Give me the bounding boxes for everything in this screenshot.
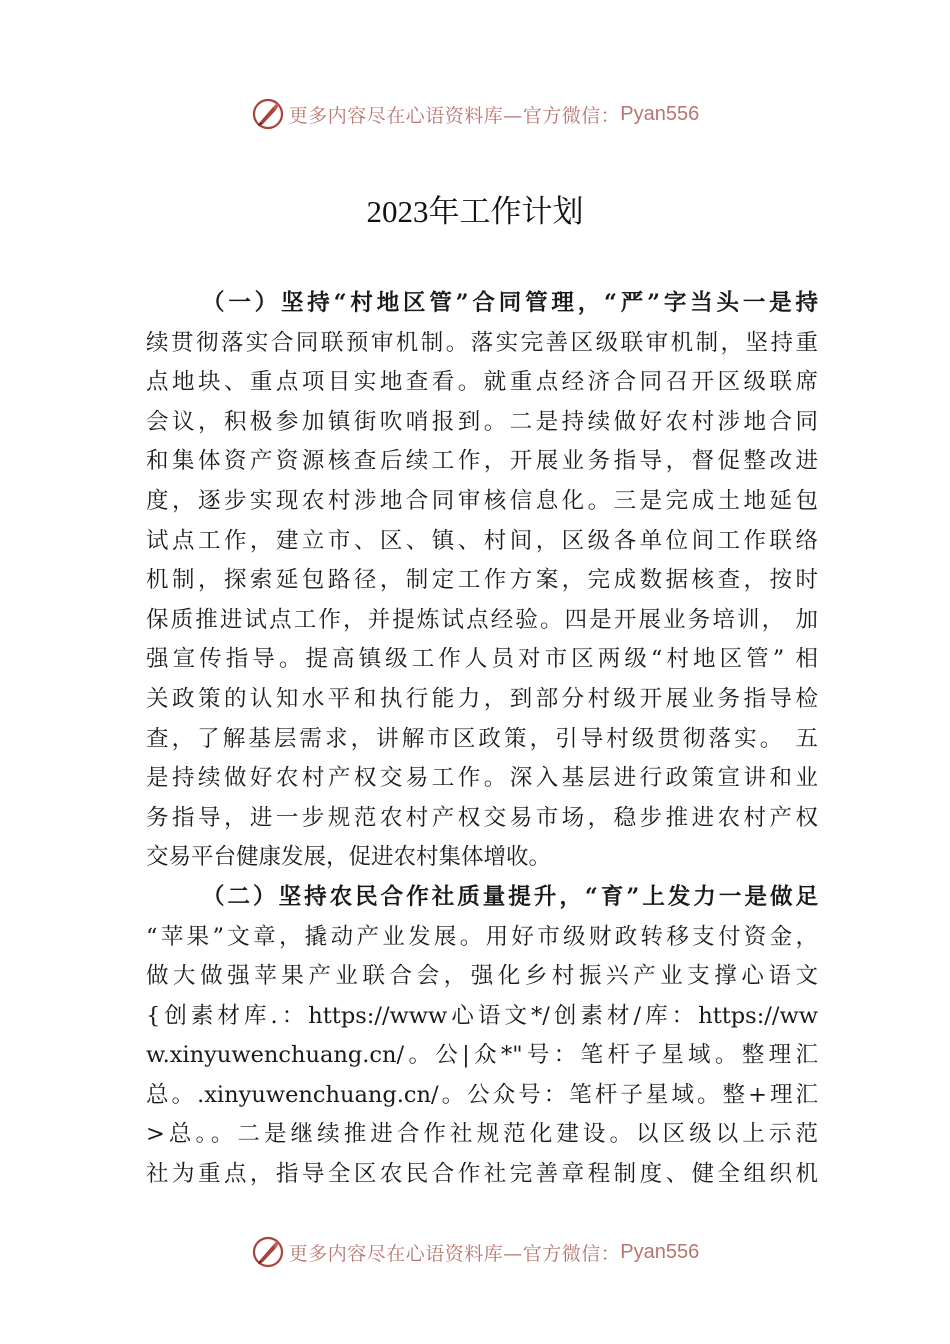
- paragraph-line: >总。。二是继续推进合作社规范化建设。以区级以上示范: [146, 1121, 818, 1148]
- paragraph-line: 保质推进试点工作，并提炼试点经验。四是开展业务培训， 加: [146, 606, 818, 633]
- paragraph-line: 务指导，进一步规范农村产权交易市场，稳步推进农村产权: [146, 804, 818, 831]
- paragraph-line: 度，逐步实现农村涉地合同审核信息化。三是完成土地延包: [146, 487, 818, 514]
- footer-watermark-banner: [0, 1232, 950, 1272]
- paragraph-line: （一）坚持“村地区管”合同管理，“严”字当头一是持: [202, 290, 818, 316]
- paragraph-line: “苹果”文章，撬动产业发展。用好市级财政转移支付资金，: [146, 923, 818, 950]
- paragraph-line: 总。.xinyuwenchuang.cn/。公众号：笔杆子星域。整+理汇: [146, 1081, 818, 1108]
- paragraph-line: w.xinyuwenchuang.cn/。公|众*"号：笔杆子星域。整理汇: [146, 1042, 818, 1069]
- paragraph-line: 点地块、重点项目实地查看。就重点经济合同召开区级联席: [146, 369, 818, 396]
- document-title: 2023年工作计划: [366, 194, 584, 229]
- paragraph-line: 强宣传指导。提高镇级工作人员对市区两级“村地区管” 相: [146, 646, 818, 673]
- watermark-text: 更多内容尽在心语资料库—官方微信：: [288, 1242, 621, 1265]
- paragraph-line: 和集体资产资源核查后续工作，开展业务指导，督促整改进: [146, 448, 818, 475]
- watermark-wechat-id: Pyan556: [620, 102, 700, 125]
- paragraph-line: 是持续做好农村产权交易工作。深入基层进行政策宣讲和业: [146, 765, 818, 792]
- watermark-wechat-id: Pyan556: [620, 1240, 700, 1263]
- paragraph-line: 会议，积极参加镇街吹哨报到。二是持续做好农村涉地合同: [146, 408, 818, 435]
- paragraph-line: 交易平台健康发展，促进农村集体增收。: [146, 844, 552, 871]
- paragraph-line: 做大做强苹果产业联合会，强化乡村振兴产业支撑心语文: [146, 963, 818, 990]
- paragraph-line: 关政策的认知水平和执行能力，到部分村级开展业务指导检: [146, 685, 818, 712]
- paragraph-line: 查，了解基层需求，讲解市区政策，引导村级贯彻落实。 五: [146, 725, 818, 752]
- paragraph-line: {创素材库.：https://www心语文*/创素材/库：https://ww: [146, 1002, 818, 1029]
- document-body: [146, 284, 818, 1195]
- paragraph-line: 试点工作，建立市、区、镇、村间，区级各单位间工作联络: [146, 527, 818, 554]
- pen-logo-icon: [251, 97, 285, 131]
- watermark-text: 更多内容尽在心语资料库—官方微信：: [288, 104, 621, 127]
- header-watermark-banner: [0, 94, 950, 134]
- paragraph-line: 机制，探索延包路径，制定工作方案，完成数据核查，按时: [146, 567, 818, 594]
- paragraph-line: 社为重点，指导全区农民合作社完善章程制度、健全组织机: [146, 1161, 818, 1188]
- paragraph-line: 续贯彻落实合同联预审机制。落实完善区级联审机制，坚持重: [146, 329, 818, 356]
- pen-logo-icon: [251, 1235, 285, 1269]
- paragraph-line: （二）坚持农民合作社质量提升，“育”上发力一是做足: [202, 883, 818, 910]
